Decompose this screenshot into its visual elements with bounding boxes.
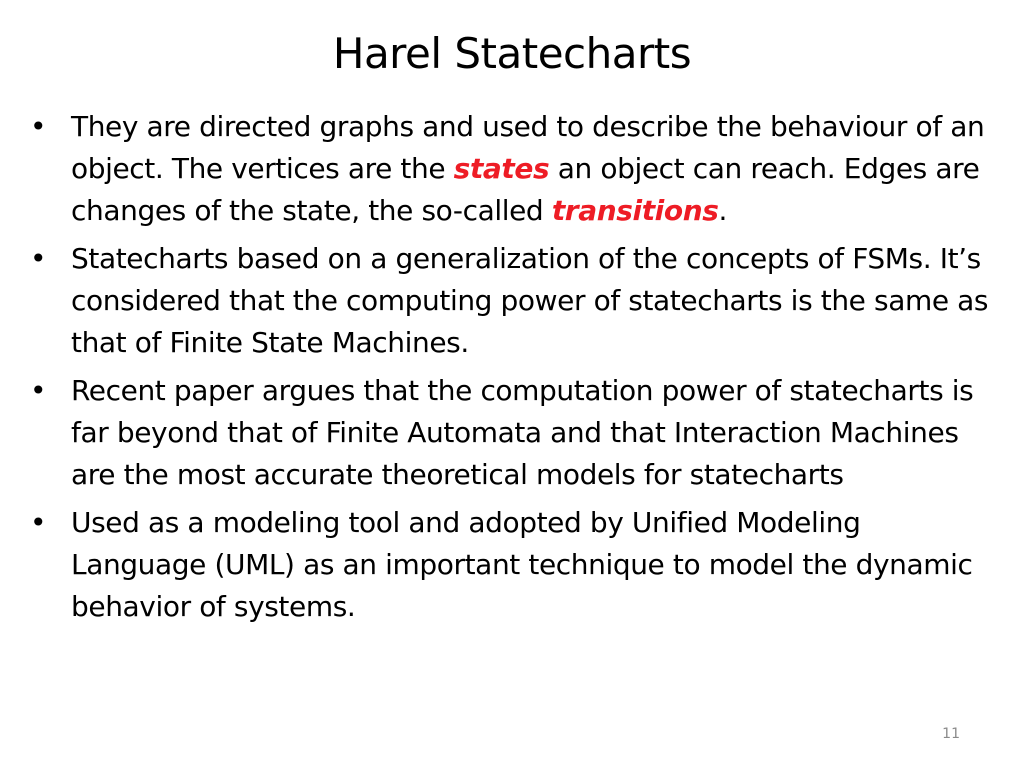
bullet-icon: • [30,506,47,539]
bullet-text: Used as a modeling tool and adopted by Unified Modeling Language (UML) as an important technique to model the dynamic behavior of systems. [71,506,973,623]
bullet-list [30,106,990,634]
bullet-icon: • [30,110,47,143]
bullet-text: Recent paper argues that the computation power of statecharts is far beyond that of Finite Automata and that Interaction Machines are the most accurate theoretical models for statecharts [71,374,974,491]
bullet-text: . [718,194,728,227]
bullet-text: They are directed graphs and used to describe the behaviour of an object. The vertices are the [71,110,985,185]
page-number: 11 [942,726,960,742]
bullet-icon: • [30,374,47,407]
bullet-item-4 [30,502,990,628]
emphasis-term-transitions: transitions [551,194,719,227]
bullet-text: Statecharts based on a generalization of the concepts of FSMs. It’s considered that the computing power of statecharts is the same as that of Finite State Machines. [71,242,989,359]
emphasis-term-states: states [453,152,550,185]
slide-title: Harel Statecharts [332,29,692,78]
bullet-item-3 [30,370,990,496]
bullet-item-2 [30,238,990,364]
bullet-icon: • [30,242,47,275]
bullet-item-1 [30,106,990,232]
bullet-text: an object can reach. Edges are changes of the state, the so-called [71,152,980,227]
